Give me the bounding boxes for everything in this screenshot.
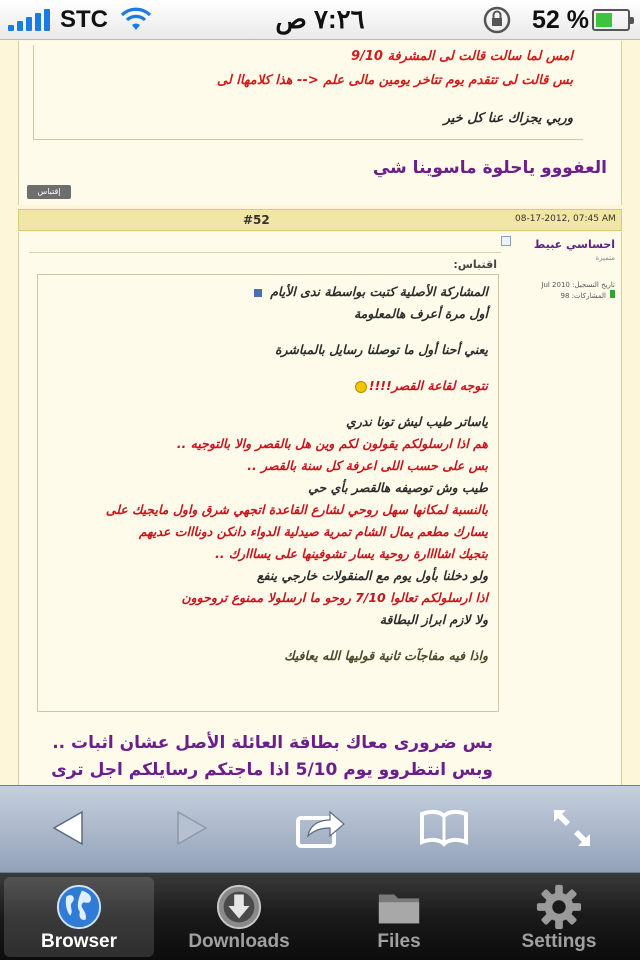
quote-line: يعني أحنا أول ما توصلنا رسايل بالمباشرة <box>274 342 488 357</box>
username-link[interactable]: احساسي عبيط <box>533 238 615 251</box>
folder-icon <box>374 883 424 931</box>
quote-line: بالنسبة لمكانها سهل روحي لشارع القاعدة اتجهي شرق واول مايجيك على <box>105 502 488 517</box>
gear-icon <box>534 883 584 931</box>
quote-line: ولا لازم ابراز البطاقة <box>379 612 488 627</box>
quote-box <box>37 274 499 712</box>
quote-line: يسارك مطعم يمال الشام تمرية صيدلية الدواء دانكن دونااات عديهم <box>138 524 488 539</box>
post-header <box>18 209 622 231</box>
forward-arrow-icon <box>174 808 210 848</box>
status-time: ٧:٢٦ ص <box>275 4 365 34</box>
quote-line: بتجيك اشاااارة روحية يسار تشوفينها على يسااارك .. <box>214 546 488 561</box>
battery-icon <box>592 9 630 31</box>
tab-label: Files <box>377 931 421 952</box>
quote-header-text: المشاركة الأصلية كتبت بواسطة ندى الأيام <box>270 284 488 299</box>
previous-post <box>18 41 622 205</box>
carrier-name: STC <box>60 5 108 33</box>
quote-line: ياساتر طيب ليش تونا ندري <box>346 414 488 429</box>
quote-line: اذا ارسلولكم تعالوا 7/10 روحو ما ارسلولا ممنوع تروحوون <box>181 590 488 605</box>
quote-line: طيب وش توصيفه هالقصر بأي حي <box>308 480 488 495</box>
post-count: المشاركات: 98 <box>560 292 606 300</box>
quote-line: ولو دخلنا بأول يوم مع المنقولات خارجي ينفع <box>256 568 488 583</box>
browser-toolbar <box>0 785 640 873</box>
post-number-link[interactable]: #52 <box>243 213 270 227</box>
spacer <box>48 397 488 411</box>
tab-label: Browser <box>40 931 118 952</box>
tab-bar <box>0 873 640 960</box>
quote-line: بس على حسب اللى اعرفة كل سنة بالقصر .. <box>247 458 488 473</box>
join-date: تاريخ التسجيل: Jul 2010 <box>541 281 615 289</box>
quote-box-tail <box>33 45 583 140</box>
share-button[interactable] <box>292 802 348 854</box>
post-line: وبس انتظروو يوم 5/10 اذا ماجتكم رسايلكم اجل ترى <box>51 760 493 780</box>
user-title: متميزة <box>595 254 615 262</box>
post-date: 08-17-2012, 07:45 AM <box>515 214 616 224</box>
back-button[interactable] <box>40 802 96 854</box>
post-line: بس ضرورى معاك بطاقة العائلة الأصل عشان اثبات .. <box>52 733 493 753</box>
rotation-lock-icon <box>482 5 512 35</box>
download-icon <box>214 883 264 931</box>
battery-percent: 52 % <box>532 6 589 34</box>
tab-settings[interactable] <box>484 877 634 957</box>
tab-downloads[interactable] <box>164 877 314 957</box>
post-body <box>18 232 622 792</box>
share-icon <box>294 806 346 850</box>
tab-label: Downloads <box>188 931 290 952</box>
web-page-content[interactable] <box>0 41 640 785</box>
quote-label: اقتباس: <box>453 258 497 271</box>
quote-line: واذا فيه مفاجآت ثانية قوليها الله يعافيك <box>284 648 488 663</box>
quote-header <box>48 281 488 303</box>
fullscreen-icon <box>550 806 594 850</box>
quote-line: هم اذا ارسلولكم يقولون لكم وين هل بالقصر والا بالتوجيه .. <box>176 436 488 451</box>
quote-line: وربي يجزاك عنا كل خير <box>443 111 573 126</box>
fullscreen-button[interactable] <box>544 802 600 854</box>
view-post-icon[interactable] <box>254 289 262 297</box>
spacer <box>48 361 488 375</box>
reply-text: العفووو ياحلوة ماسوينا شي <box>372 158 607 178</box>
smiley-icon <box>355 381 367 393</box>
post-icon <box>501 236 511 246</box>
quote-line <box>48 375 488 397</box>
quote-lines <box>48 303 488 667</box>
user-info <box>517 232 621 307</box>
tab-browser[interactable] <box>4 877 154 957</box>
spacer <box>48 631 488 645</box>
online-status-icon <box>610 290 615 298</box>
divider <box>29 252 501 253</box>
quote-button[interactable]: إقتباس <box>27 185 71 199</box>
status-bar <box>0 0 640 40</box>
tab-files[interactable] <box>324 877 474 957</box>
bookmarks-icon <box>418 808 470 848</box>
quote-line: امس لما سالت قالت لى المشرفة 9/10 <box>351 49 573 64</box>
quote-line-text: نتوجه لقاعة القصر!!!! <box>368 378 488 393</box>
forward-button[interactable] <box>164 802 220 854</box>
spacer <box>48 325 488 339</box>
bookmarks-button[interactable] <box>416 802 472 854</box>
back-arrow-icon <box>50 808 86 848</box>
quote-line: بس قالت لى تتقدم يوم تتاخر يومين مالى علم <-- هذا كلامهاا لى <box>216 73 573 88</box>
quote-line: أول مرة أعرف هالمعلومة <box>353 306 488 321</box>
globe-icon <box>54 883 104 931</box>
tab-label: Settings <box>521 931 597 952</box>
